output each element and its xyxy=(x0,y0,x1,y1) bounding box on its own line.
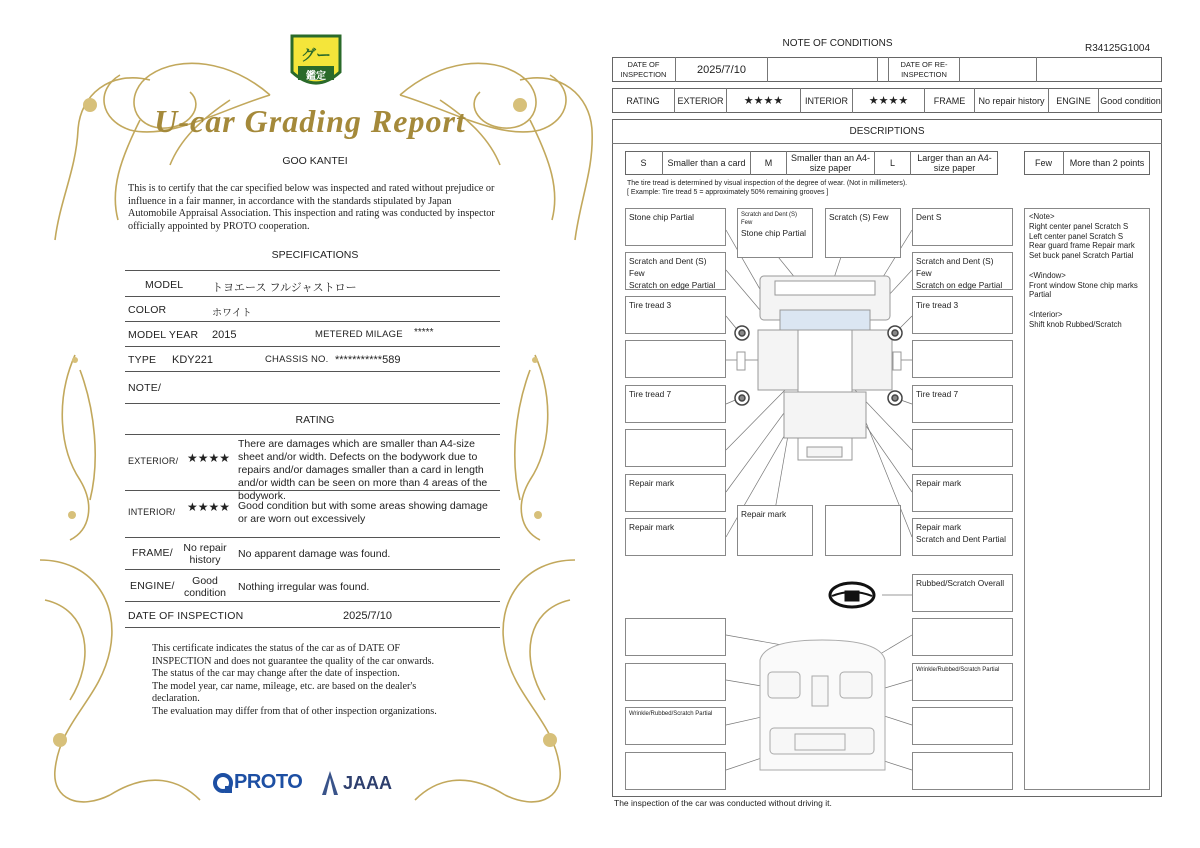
exterior-stars: ★★★★ xyxy=(187,451,231,465)
condition-box xyxy=(912,518,1013,556)
divider xyxy=(125,403,500,404)
divider xyxy=(125,627,500,628)
interior-label: INTERIOR xyxy=(801,88,853,113)
condition-box: Repair mark xyxy=(912,474,1013,512)
condition-line: Stone chip Partial xyxy=(741,228,807,238)
goo-kantei-badge xyxy=(288,32,344,94)
legend-s: S xyxy=(625,151,663,175)
condition-box: Tire tread 7 xyxy=(912,385,1013,423)
condition-box: Stone chip Partial xyxy=(625,208,726,246)
date-label: DATE OF INSPECTION xyxy=(128,610,244,622)
condition-box xyxy=(625,429,726,467)
condition-box xyxy=(912,429,1013,467)
legend-l: L xyxy=(875,151,911,175)
note-line: Partial xyxy=(1029,290,1052,300)
legend-s-text: Smaller than a card xyxy=(663,151,751,175)
condition-box: Tire tread 3 xyxy=(912,296,1013,334)
type-label: TYPE xyxy=(128,354,157,366)
condition-box: Tire tread 7 xyxy=(625,385,726,423)
frame-label: FRAME xyxy=(925,88,975,113)
exterior-stars: ★★★★ xyxy=(727,88,801,113)
legend-few-text: More than 2 points xyxy=(1069,158,1145,168)
divider xyxy=(125,601,500,602)
report-subtitle: GOO KANTEI xyxy=(282,155,348,167)
sheet-code: R34125G1004 xyxy=(1085,43,1151,54)
condition-box: Rubbed/Scratch Overall xyxy=(912,574,1013,612)
divider xyxy=(125,490,500,491)
chassis-label: CHASSIS NO. xyxy=(265,354,329,365)
frame-label: FRAME/ xyxy=(132,547,173,559)
note-line: Left center panel Scratch S xyxy=(1029,231,1124,241)
condition-box xyxy=(912,663,1013,701)
note-line: Right center panel Scratch S xyxy=(1029,221,1129,231)
note-of-conditions-sheet xyxy=(600,0,1200,848)
condition-box: Dent S xyxy=(912,208,1013,246)
cab-interior xyxy=(760,640,885,770)
divider xyxy=(125,537,500,538)
proto-logo xyxy=(212,770,312,796)
legend-m: M xyxy=(751,151,787,175)
condition-box: Tire tread 3 xyxy=(625,296,726,334)
condition-line: Scratch and Dent Partial xyxy=(916,534,1006,544)
certificate-footer xyxy=(152,643,482,718)
tire-note: The tire tread is determined by visual inspection of the degree of wear. (Not in millimeters). xyxy=(627,180,908,187)
note-label: NOTE/ xyxy=(128,382,162,394)
year-label: MODEL YEAR xyxy=(128,329,199,341)
descriptions-heading: DESCRIPTIONS xyxy=(612,119,1162,144)
steering-wheel-icon xyxy=(830,583,874,607)
jaaa-logo xyxy=(320,770,400,796)
sheet-footer: The inspection of the car was conducted without driving it. xyxy=(614,798,832,808)
engine-value: Good condition xyxy=(1100,95,1161,106)
condition-box xyxy=(625,752,726,790)
exterior-description: There are damages which are smaller than A4-size sheet and/or width. Defects on the bodywork due to repairs and/or damages smaller than a card in length and/or width can be seen on more than 4 areas of the bodywork. xyxy=(238,438,488,502)
condition-line: Repair mark xyxy=(916,522,962,532)
model-label: MODEL xyxy=(145,279,184,291)
condition-box xyxy=(625,707,726,745)
jaaa-logo-text: JAAA xyxy=(343,773,393,793)
condition-box xyxy=(625,618,726,656)
jaaa-mark-icon xyxy=(320,770,340,796)
condition-box xyxy=(912,252,1013,290)
frame-value: No repair history xyxy=(183,542,227,566)
legend-l-text: Larger than an A4-size paper xyxy=(917,153,992,173)
divider xyxy=(125,346,500,347)
footer-line: The model year, car name, mileage, etc. are based on the dealer's xyxy=(152,680,417,692)
interior-label: INTERIOR/ xyxy=(128,507,176,517)
badge-top-text: グー xyxy=(300,47,331,64)
condition-line: Wrinkle/Rubbed/Scratch Partial xyxy=(916,667,1000,673)
footer-line: declaration. xyxy=(152,693,200,704)
condition-line: Scratch on edge Partial xyxy=(916,280,1003,290)
condition-box xyxy=(625,340,726,378)
divider xyxy=(125,371,500,372)
engine-description: Nothing irregular was found. xyxy=(238,581,370,593)
interior-description: Good condition but with some areas showing damage or are worn out excessively xyxy=(238,500,488,525)
legend-few: Few xyxy=(1024,151,1064,175)
footer-line: INSPECTION and does not guarantee the quality of the car onwards. xyxy=(152,655,435,667)
frame-value: No repair history xyxy=(975,88,1049,113)
condition-box xyxy=(912,340,1013,378)
proto-mark-icon xyxy=(212,772,234,794)
rating-heading: RATING xyxy=(295,414,335,426)
divider xyxy=(125,569,500,570)
engine-value: Good condition xyxy=(183,575,227,599)
notes-panel xyxy=(1024,208,1150,790)
condition-box xyxy=(825,505,901,556)
date-insp-value: 2025/7/10 xyxy=(676,57,768,82)
condition-box xyxy=(912,707,1013,745)
legend-m-text: Smaller than an A4-size paper xyxy=(787,151,875,175)
condition-box xyxy=(625,252,726,290)
condition-box xyxy=(737,208,813,258)
divider xyxy=(125,270,500,271)
engine-label: ENGINE/ xyxy=(130,580,175,592)
exterior-label: EXTERIOR/ xyxy=(128,456,179,466)
model-value: トヨエース フルジャストロー xyxy=(212,282,357,294)
condition-box xyxy=(912,618,1013,656)
condition-box: Scratch (S) Few xyxy=(825,208,901,258)
condition-box xyxy=(625,663,726,701)
frame-description: No apparent damage was found. xyxy=(238,548,391,560)
type-value: KDY221 xyxy=(172,354,213,366)
color-label: COLOR xyxy=(128,304,167,316)
footer-line: The status of the car may change after the date of inspection. xyxy=(152,668,400,679)
mileage-value: ***** xyxy=(414,327,434,338)
badge-bottom-text: 鑑定 xyxy=(306,71,326,82)
color-value: ホワイト xyxy=(212,308,252,319)
engine-label: ENGINE xyxy=(1049,88,1099,113)
proto-logo-text: PROTO xyxy=(234,771,303,793)
divider xyxy=(125,321,500,322)
condition-box: Repair mark xyxy=(625,474,726,512)
condition-line: Scratch on edge Partial xyxy=(629,280,716,290)
footer-line: The evaluation may differ from that of other inspection organizations. xyxy=(152,705,437,717)
chassis-value: ***********589 xyxy=(335,354,401,366)
condition-box: Repair mark xyxy=(737,505,813,556)
note-line: Shift knob Rubbed/Scratch xyxy=(1029,319,1122,329)
year-value: 2015 xyxy=(212,329,237,341)
note-line: Front window Stone chip marks xyxy=(1029,280,1138,290)
divider xyxy=(125,434,500,435)
note-line: Rear guard frame Repair mark xyxy=(1029,241,1135,251)
note-line: Set buck panel Scratch Partial xyxy=(1029,251,1134,261)
divider xyxy=(125,296,500,297)
truck-body xyxy=(758,276,892,460)
reinsp-label: DATE OF RE-INSPECTION xyxy=(888,57,960,82)
condition-line: Scratch and Dent (S) Few xyxy=(629,256,707,278)
footer-line: This certificate indicates the status of the car as of DATE OF xyxy=(152,643,401,654)
mileage-label: METERED MILAGE xyxy=(315,329,403,340)
date-value: 2025/7/10 xyxy=(343,610,392,622)
condition-line: Scratch and Dent (S) Few xyxy=(916,256,994,278)
specs-heading: SPECIFICATIONS xyxy=(271,249,359,261)
condition-line: Scratch and Dent (S) Few xyxy=(741,212,798,226)
date-insp-label: DATE OF INSPECTION xyxy=(612,57,676,82)
intro-text: This is to certify that the car specified below was inspected and rated without prejudice or influence in a fair manner, in accordance with the standards stipulated by Japan Automobile Appraisal Association. This inspection and rating was conducted by inspector officially appointed by PROTO cooperation. xyxy=(128,183,495,232)
rating-label: RATING xyxy=(612,88,675,113)
window-heading: <Window> xyxy=(1029,270,1066,280)
tire-example: [ Example: Tire tread 5 = approximately 50% remaining grooves ] xyxy=(627,189,829,196)
report-title: U-car Grading Report xyxy=(154,103,466,139)
condition-line: Wrinkle/Rubbed/Scratch Partial xyxy=(629,711,713,717)
sheet-title: NOTE OF CONDITIONS xyxy=(782,38,893,49)
interior-stars: ★★★★ xyxy=(853,88,925,113)
condition-box: Repair mark xyxy=(625,518,726,556)
exterior-label: EXTERIOR xyxy=(675,88,727,113)
notes-heading: <Note> xyxy=(1029,212,1055,221)
interior-heading: <Interior> xyxy=(1029,309,1063,319)
interior-stars: ★★★★ xyxy=(187,500,231,514)
condition-box xyxy=(912,752,1013,790)
